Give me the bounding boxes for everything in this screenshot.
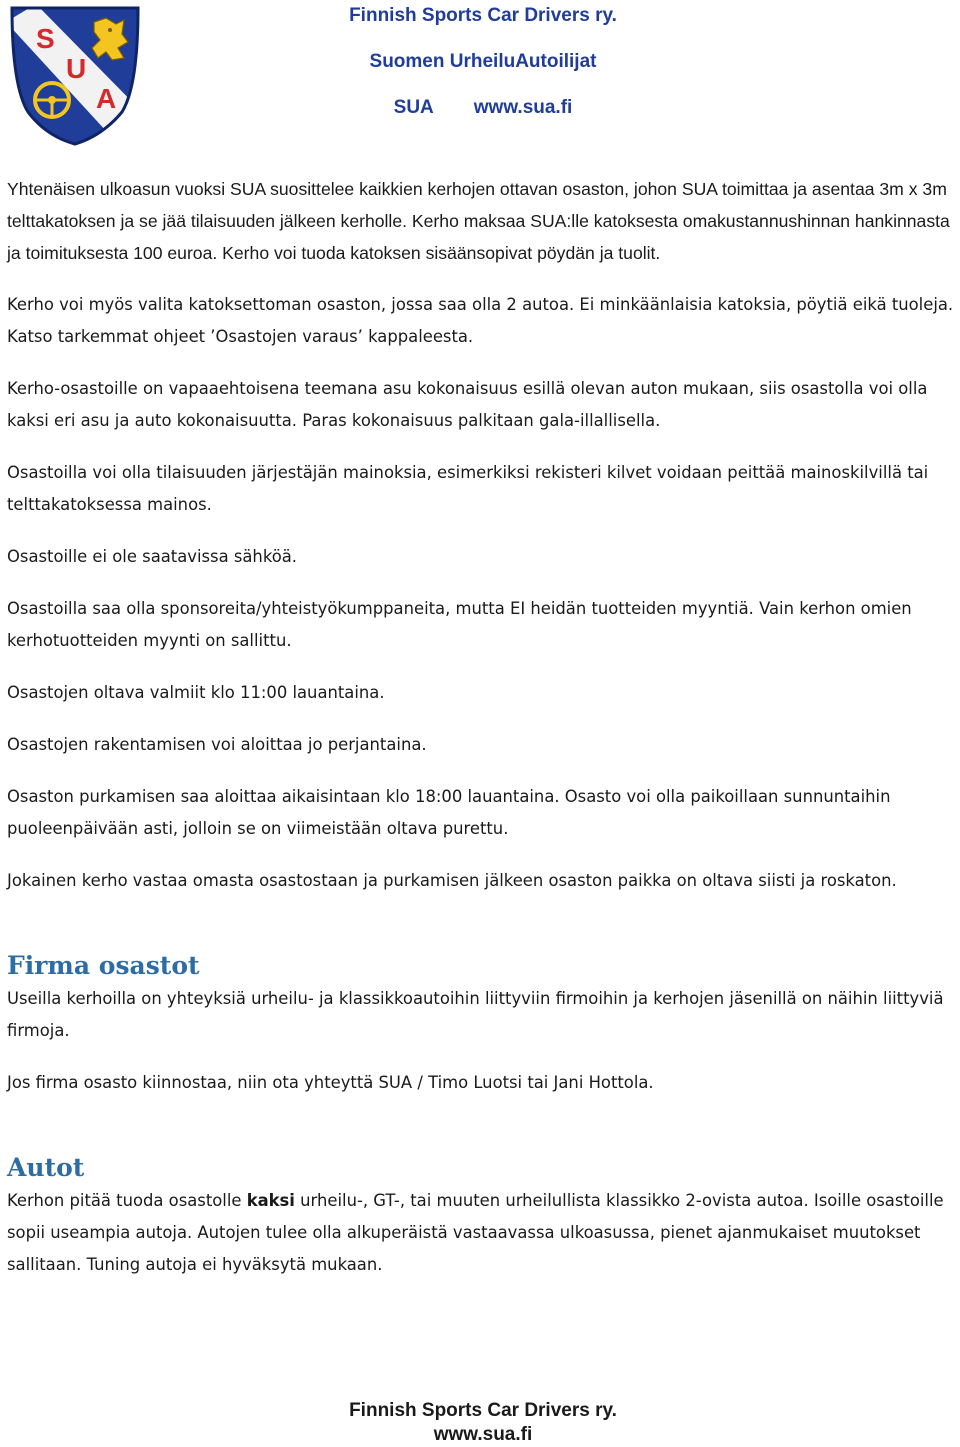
autot-text-bold: kaksi xyxy=(246,1191,295,1210)
paragraph-autot xyxy=(7,1185,955,1281)
paragraph-theme: Kerho-osastoille on vapaaehtoisena teemana asu kokonaisuus esillä olevan auton mukaan, siis osastolla voi olla kaksi eri asu ja auto kokonaisuutta. Paras kokonaisuus palkitaan gala-illallisella. xyxy=(7,379,928,430)
heading-autot: Autot xyxy=(7,1153,85,1182)
autot-text-after: urheilu-, GT-, tai muuten urheilullista klassikko 2-ovista autoa. Isoille osastoille sopii useampia autoja. Autojen tulee olla alkuperäistä vastaavassa ulkoasussa, pienet ajanmukaiset muutokset sallitaan. Tuning autoja ei hyväksytä mukaan. xyxy=(7,1191,944,1274)
header-abbr-url xyxy=(250,96,716,120)
header-url[interactable]: www.sua.fi xyxy=(473,97,573,118)
logo-letter-u: U xyxy=(66,53,87,84)
footer-url[interactable]: www.sua.fi xyxy=(433,1424,533,1445)
autot-text-before: Kerhon pitää tuoda osastolle xyxy=(7,1191,247,1210)
header-abbr: SUA xyxy=(393,97,434,118)
paragraph-firma-intro: Useilla kerhoilla on yhteyksiä urheilu- ja klassikkoautoihin liittyviin firmoihin ja kerhojen jäsenillä on näihin liittyviä firmoja. xyxy=(7,989,944,1040)
logo-letter-a: A xyxy=(96,83,117,114)
paragraph-teardown: Osaston purkamisen saa aloittaa aikaisintaan klo 18:00 lauantaina. Osasto voi olla paikoillaan sunnuntaihin puoleenpäivään asti, jolloin se on viimeistään oltava purettu. xyxy=(7,787,891,838)
paragraph-electricity: Osastoille ei ole saatavissa sähköä. xyxy=(7,547,298,566)
sua-logo xyxy=(6,4,144,146)
paragraph-firma-contact: Jos firma osasto kiinnostaa, niin ota yhteyttä SUA / Timo Luotsi tai Jani Hottola. xyxy=(7,1073,654,1092)
document-body xyxy=(7,173,955,1281)
logo-letter-s: S xyxy=(36,23,55,54)
paragraph-cleanup: Jokainen kerho vastaa omasta osastostaan ja purkamisen jälkeen osaston paikka on oltava siisti ja roskaton. xyxy=(7,871,897,890)
footer-org-name: Finnish Sports Car Drivers ry. xyxy=(349,1400,617,1421)
paragraph-ads: Osastoilla voi olla tilaisuuden järjestäjän mainoksia, esimerkiksi rekisteri kilvet voidaan peittää mainoskilvillä tai telttakatoksessa mainos. xyxy=(7,463,929,514)
heading-firma-osastot: Firma osastot xyxy=(7,951,200,980)
header-org-name: Finnish Sports Car Drivers ry. xyxy=(349,5,617,26)
paragraph-build-time: Osastojen rakentamisen voi aloittaa jo perjantaina. xyxy=(7,735,427,754)
paragraph-no-canopy: Kerho voi myös valita katoksettoman osaston, jossa saa olla 2 autoa. Ei minkäänlaisia katoksia, pöytiä eikä tuoleja. Katso tarkemmat ohjeet ’Osastojen varaus’ kappaleesta. xyxy=(7,295,954,346)
paragraph-sponsors: Osastoilla saa olla sponsoreita/yhteistyökumppaneita, mutta EI heidän tuotteiden myyntiä. Vain kerhon omien kerhotuotteiden myynti on sallittu. xyxy=(7,599,912,650)
header-org-name-fi: Suomen UrheiluAutoilijat xyxy=(369,51,597,72)
paragraph-canopy: Yhtenäisen ulkoasun vuoksi SUA suosittelee kaikkien kerhojen ottavan osaston, johon SUA toimittaa ja asentaa 3m x 3m telttakatoksen ja se jää tilaisuuden jälkeen kerholle. Kerho maksaa SUA:lle katoksesta omakustannushinnan hankinnasta ja toimituksesta 100 euroa. Kerho voi tuoda katoksen sisäänsopivat pöydän ja tuolit. xyxy=(7,179,950,263)
paragraph-ready-time: Osastojen oltava valmiit klo 11:00 lauantaina. xyxy=(7,683,385,702)
